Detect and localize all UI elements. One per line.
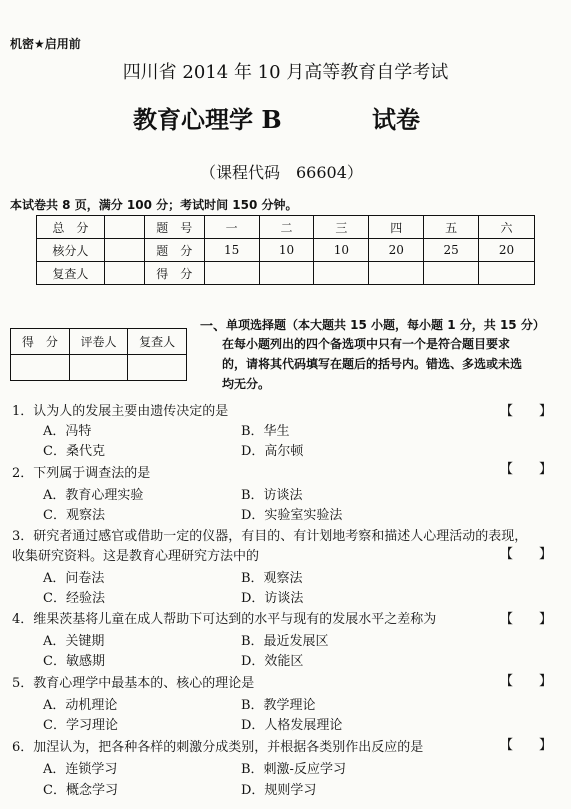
section-points-label: 题 分: [144, 239, 204, 262]
score-table: [36, 215, 535, 285]
instructions: 本试卷共 8 页，满分 100 分；考试时间 150 分钟。: [10, 198, 298, 212]
option-b: B．最近发展区: [241, 634, 329, 649]
rechecker-cell: [104, 262, 144, 285]
option-a: A．动机理论: [43, 698, 118, 713]
subject-title: 教育心理学 B: [133, 105, 282, 134]
answer-bracket: 【 】: [500, 462, 553, 477]
option-c: C．经验法: [43, 591, 105, 606]
course-code: （课程代码 66604）: [200, 163, 363, 182]
section-title: 单项选择题（本大题共 15 小题，每小题 1 分，共 15 分）: [226, 318, 545, 332]
grader-box: [10, 328, 187, 381]
reviewer-label: 核分人: [37, 239, 105, 262]
section-number: 一、: [200, 319, 227, 334]
option-b: B．教学理论: [241, 698, 316, 713]
secrecy-label: 机密★启用前: [10, 37, 81, 51]
option-c: C．敏感期: [43, 654, 105, 669]
option-a: A．教育心理实验: [43, 488, 144, 503]
section-desc-line: 均无分。: [222, 377, 271, 391]
obtained-score-cell: [479, 262, 535, 285]
option-a: A．问卷法: [43, 571, 105, 586]
section-points: 20: [369, 239, 424, 262]
exam-title: 四川省 2014 年 10 月高等教育自学考试: [122, 62, 449, 83]
option-b: B．华生: [241, 424, 290, 439]
paper-label: 试卷: [372, 105, 420, 134]
option-a: A．连锁学习: [43, 762, 118, 777]
section-number: 四: [369, 216, 424, 239]
answer-bracket: 【 】: [500, 547, 553, 562]
section-number: 五: [424, 216, 479, 239]
option-d: D．规则学习: [241, 783, 317, 798]
section-points: 25: [424, 239, 479, 262]
question-stem: 1．认为人的发展主要由遗传决定的是: [12, 404, 229, 419]
section-number: 六: [479, 216, 535, 239]
answer-bracket: 【 】: [500, 738, 553, 753]
grader-recheck-label: 复查人: [128, 329, 187, 355]
section-desc-line: 在每小题列出的四个备选项中只有一个是符合题目要求: [222, 337, 511, 351]
section-points: 15: [204, 239, 259, 262]
obtained-score-label: 得 分: [144, 262, 204, 285]
grader-score-label: 得 分: [11, 329, 70, 355]
section-number: 三: [314, 216, 369, 239]
option-c: C．学习理论: [43, 718, 118, 733]
obtained-score-cell: [369, 262, 424, 285]
section-number: 二: [259, 216, 314, 239]
total-score-cell: [104, 216, 144, 239]
grader-recheck-cell: [128, 355, 187, 381]
answer-bracket: 【 】: [500, 612, 553, 627]
obtained-score-cell: [204, 262, 259, 285]
option-d: D．访谈法: [241, 591, 304, 606]
question-stem: 4．维果茨基将儿童在成人帮助下可达到的水平与现有的发展水平之差称为: [12, 612, 437, 627]
question-stem: 6．加涅认为，把各种各样的刺激分成类别，并根据各类别作出反应的是: [12, 740, 424, 755]
grader-label: 评卷人: [69, 329, 128, 355]
option-a: A．冯特: [43, 424, 92, 439]
grader-cell: [69, 355, 128, 381]
obtained-score-cell: [314, 262, 369, 285]
option-c: C．桑代克: [43, 444, 105, 459]
option-d: D．实验室实验法: [241, 508, 343, 523]
question-stem: 3．研究者通过感官或借助一定的仪器，有目的、有计划地考察和描述人心理活动的表现，: [12, 529, 528, 544]
option-c: C．概念学习: [43, 783, 118, 798]
question-stem: 2．下列属于调查法的是: [12, 466, 151, 481]
question-stem-continued: 收集研究资料。这是教育心理研究方法中的: [12, 549, 260, 564]
option-b: B．刺激-反应学习: [241, 762, 346, 777]
obtained-score-cell: [424, 262, 479, 285]
obtained-score-cell: [259, 262, 314, 285]
option-d: D．效能区: [241, 654, 304, 669]
question-stem: 5．教育心理学中最基本的、核心的理论是: [12, 676, 255, 691]
section-desc-line: 的，请将其代码填写在题后的括号内。错选、多选或未选: [222, 357, 523, 371]
rechecker-label: 复查人: [37, 262, 105, 285]
answer-bracket: 【 】: [500, 674, 553, 689]
section-number: 一: [204, 216, 259, 239]
option-c: C．观察法: [43, 508, 105, 523]
section-points: 20: [479, 239, 535, 262]
option-b: B．访谈法: [241, 488, 303, 503]
section-points: 10: [259, 239, 314, 262]
option-a: A．关键期: [43, 634, 105, 649]
section-points: 10: [314, 239, 369, 262]
grader-score-cell: [11, 355, 70, 381]
question-number-label: 题 号: [144, 216, 204, 239]
option-b: B．观察法: [241, 571, 303, 586]
option-d: D．人格发展理论: [241, 718, 343, 733]
total-score-label: 总 分: [37, 216, 105, 239]
answer-bracket: 【 】: [500, 404, 553, 419]
reviewer-cell: [104, 239, 144, 262]
option-d: D．高尔顿: [241, 444, 304, 459]
